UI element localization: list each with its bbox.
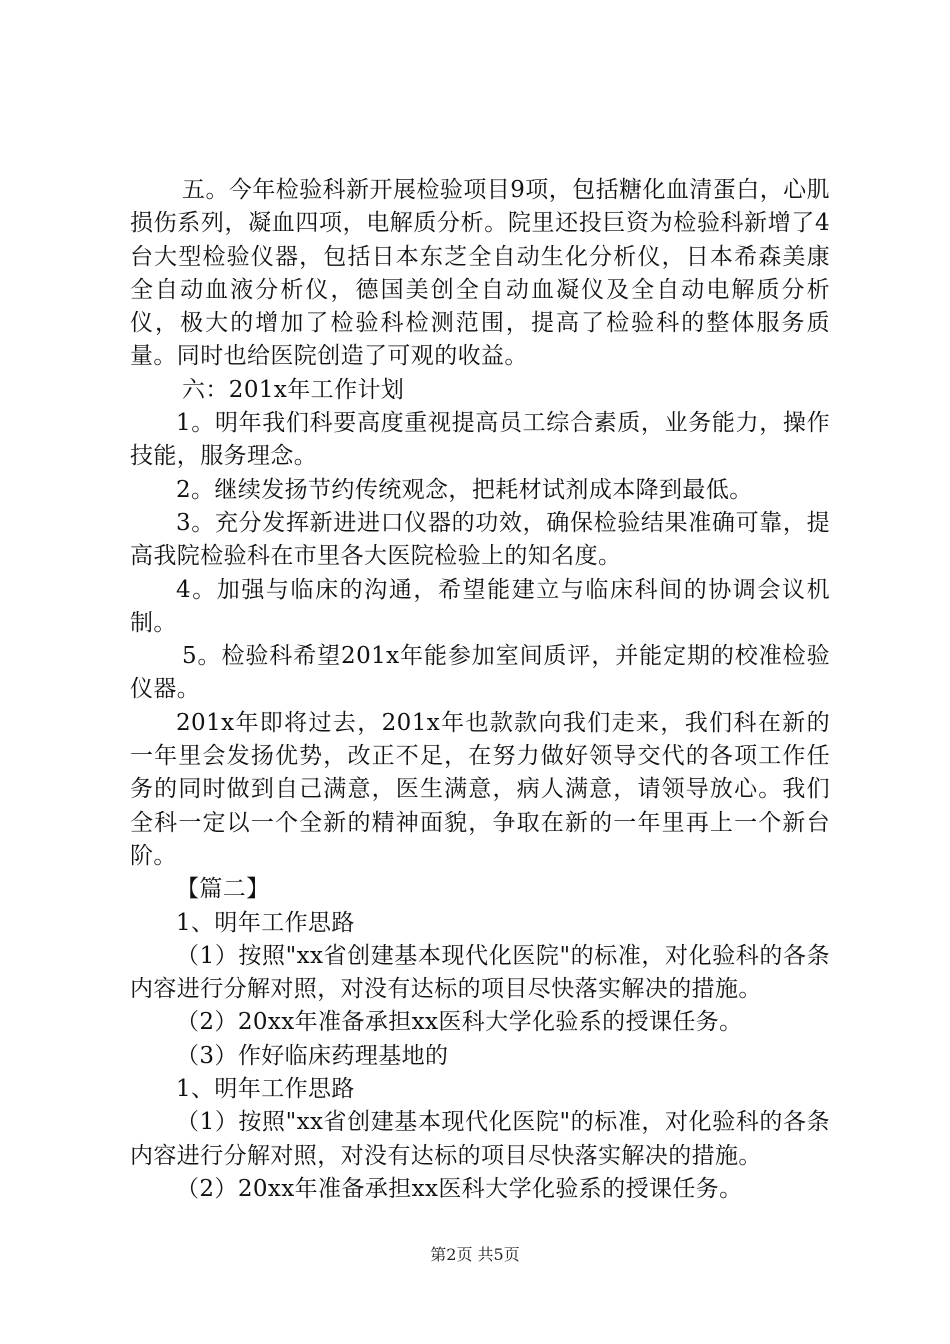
idea-item-2-repeat: （2）20xx年准备承担xx医科大学化验系的授课任务。: [176, 1175, 743, 1202]
idea-item-3: （3）作好临床药理基地的: [176, 1042, 449, 1069]
page-footer: 第2页 共5页: [430, 1245, 520, 1264]
heading-work-plan: 六：201x年工作计划: [182, 376, 405, 403]
plan-item-4: 4。加强与临床的沟通，希望能建立与临床科间的协调会议机制。: [130, 576, 830, 636]
idea-item-1: （1）按照"xx省创建基本现代化医院"的标准，对化验科的各条内容进行分解对照，对没有达标的项目尽快落实解决的措施。: [130, 942, 830, 1003]
plan-item-5: 5。检验科希望201x年能参加室间质评，并能定期的校准检验仪器。: [130, 643, 830, 703]
idea-item-1-repeat: （1）按照"xx省创建基本现代化医院"的标准，对化验科的各条内容进行分解对照，对没有达标的项目尽快落实解决的措施。: [130, 1109, 830, 1169]
plan-item-3: 3。充分发挥新进进口仪器的功效，确保检验结果准确可靠，提高我院检验科在市里各大医院检验上的知名度。: [130, 509, 830, 570]
subheading-work-ideas-repeat: 1、明年工作思路: [176, 1076, 355, 1103]
paragraph-new-tests: 五。今年检验科新开展检验项目9项，包括糖化血清蛋白，心肌损伤系列，凝血四项，电解质分析。院里还投巨资为检验科新增了4台大型检验仪器，包括日本东芝全自动生化分析仪，日本希森美康全自动血液分析仪，德国美创全自动血凝仪及全自动电解质分析仪，极大的增加了检验科检测范围，提高了检验科的整体服务质量。同时也给医院创造了可观的收益。: [130, 177, 830, 370]
subheading-work-ideas: 1、明年工作思路: [176, 909, 355, 936]
idea-item-2: （2）20xx年准备承担xx医科大学化验系的授课任务。: [176, 1009, 743, 1036]
plan-item-2: 2。继续发扬节约传统观念，把耗材试剂成本降到最低。: [176, 476, 753, 503]
section-heading-part-two: 【篇二】: [176, 876, 270, 903]
document-body: [130, 174, 830, 1206]
paragraph-closing: 201x年即将过去，201x年也款款向我们走来，我们科在新的一年里会发扬优势，改正不足，在努力做好领导交代的各项工作任务的同时做到自己满意，医生满意，病人满意，请领导放心。我们全科一定以一个全新的精神面貌，争取在新的一年里再上一个新台阶。: [130, 709, 830, 869]
plan-item-1: 1。明年我们科要高度重视提高员工综合素质，业务能力，操作技能，服务理念。: [130, 410, 830, 470]
